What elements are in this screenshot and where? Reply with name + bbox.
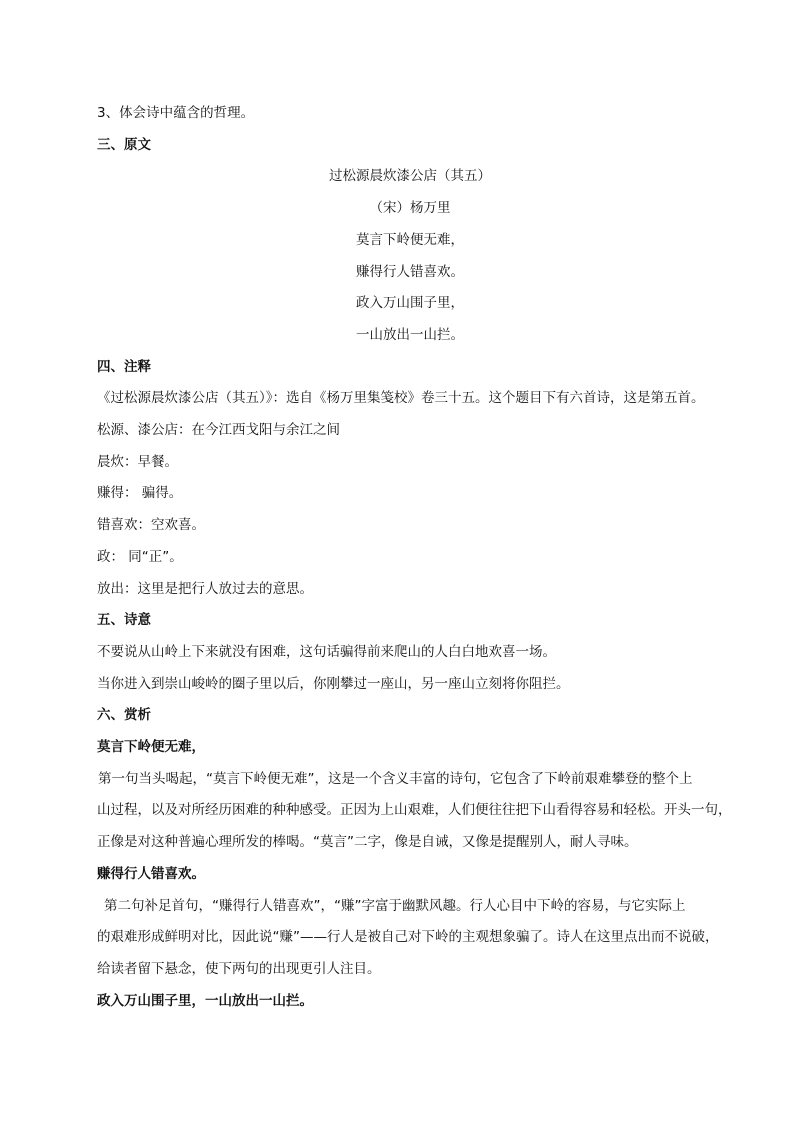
paragraph-line: 第二句补足首句，“赚得行人错喜欢”，“赚”字富于幽默风趣。行人心目中下岭的容易，与它实际上 — [104, 897, 686, 914]
meaning-line: 不要说从山岭上下来就没有困难，这句话骗得前来爬山的人白白地欢喜一场。 — [97, 643, 556, 660]
paragraph-line: 第一句当头喝起，“莫言下岭便无难”，这是一个含义丰富的诗句，它包含了下岭前艰难攀登的整个上 — [98, 770, 693, 787]
paragraph-line: 给读者留下悬念，使下两句的出现更引人注目。 — [97, 960, 381, 977]
section-heading-meaning: 五、诗意 — [97, 612, 151, 629]
note-item: 政： 同“正”。 — [97, 548, 183, 565]
note-item: 《过松源晨炊漆公店（其五）》：选自《杨万里集笺校》卷三十五。这个题目下有六首诗，这是第五首。 — [97, 390, 705, 407]
appreciation-paragraph-2 — [97, 891, 723, 986]
poem-line: 一山放出一山拦。 — [356, 326, 464, 343]
appreciation-paragraph-1 — [97, 764, 732, 859]
poem-line: 赚得行人错喜欢。 — [356, 263, 464, 280]
poem-line: 政入万山围子里， — [356, 295, 464, 312]
appreciation-subheading-1: 莫言下岭便无难， — [97, 739, 205, 756]
note-item: 放出：这里是把行人放过去的意思。 — [97, 580, 313, 597]
document-body — [97, 98, 732, 1017]
objective-item-3: 3、体会诗中蕴含的哲理。 — [97, 105, 255, 121]
paragraph-line: 正像是对这种普遍心理所发的棒喝。“莫言”二字，像是自诫，又像是提醒别人，耐人寻味。 — [97, 834, 638, 851]
section-heading-appreciation: 六、赏析 — [97, 707, 151, 724]
paragraph-line: 的艰难形成鲜明对比，因此说“赚”——行人是被自己对下岭的主观想象骗了。诗人在这里点出而不说破， — [97, 929, 719, 946]
note-item: 错喜欢：空欢喜。 — [97, 517, 205, 534]
section-heading-original: 三、原文 — [97, 136, 151, 153]
section-heading-notes: 四、注释 — [97, 358, 151, 375]
note-item: 赚得： 骗得。 — [97, 485, 183, 502]
note-item: 松源、漆公店：在今江西戈阳与余江之间 — [97, 422, 340, 439]
appreciation-subheading-2: 赚得行人错喜欢。 — [97, 865, 205, 882]
poem-line: 莫言下岭便无难， — [356, 231, 464, 248]
poem-author: （宋）杨万里 — [369, 200, 451, 217]
meaning-line: 当你进入到崇山峻岭的圈子里以后，你刚攀过一座山，另一座山立刻将你阻拦。 — [97, 675, 570, 692]
paragraph-line: 山过程，以及对所经历困难的种种感受。正因为上山艰难，人们便往往把下山看得容易和轻松。开头一句， — [97, 802, 732, 819]
appreciation-subheading-3: 政入万山围子里，一山放出一山拦。 — [97, 992, 313, 1009]
note-item: 晨炊：早餐。 — [97, 453, 178, 470]
poem-title: 过松源晨炊漆公店（其五） — [329, 168, 491, 185]
